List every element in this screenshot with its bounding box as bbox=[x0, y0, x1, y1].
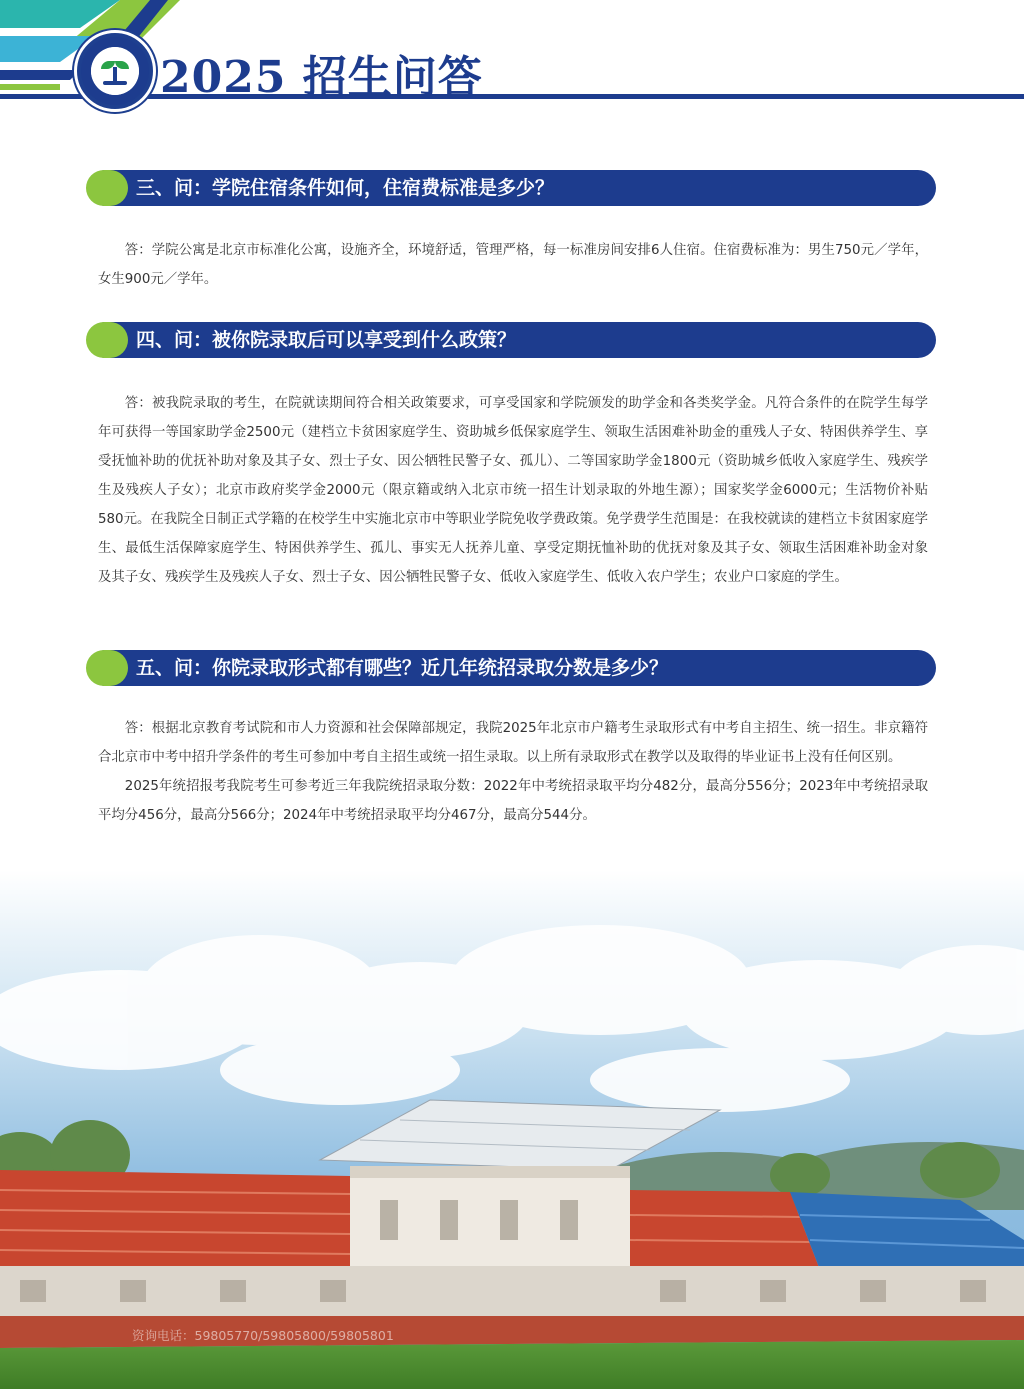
question-4: 四、问：被你院录取后可以享受到什么政策？ bbox=[136, 329, 517, 351]
bullet-dot-icon bbox=[86, 322, 128, 358]
question-bar-5 bbox=[86, 650, 936, 686]
answer-4 bbox=[98, 389, 928, 592]
question-3: 三、问：学院住宿条件如何，住宿费标准是多少？ bbox=[136, 177, 555, 199]
question-bar-4 bbox=[86, 322, 936, 358]
bullet-dot-icon bbox=[86, 650, 128, 686]
answer-paragraph: 答：被我院录取的考生，在院就读期间符合相关政策要求，可享受国家和学院颁发的助学金和各类奖学金。凡符合条件的在院学生每学年可获得一等国家助学金2500元（建档立卡贫困家庭学生、资助城乡低保家庭学生、领取生活困难补助金的重残人子女、特困供养学生、享受抚恤补助的优抚补助对象及其子女、烈士子女、因公牺牲民警子女、孤儿）、二等国家助学金1800元（资助城乡低收入家庭学生、残疾学生及残疾人子女）；北京市政府奖学金2000元（限京籍或纳入北京市统一招生计划录取的外地生源）；国家奖学金6000元；生活物价补贴580元。在我院全日制正式学籍的在校学生中实施北京市中等职业学院免收学费政策。免学费学生范围是：在我校就读的建档立卡贫困家庭学生、最低生活保障家庭学生、特困供养学生、孤儿、事实无人抚养儿童、享受定期抚恤补助的优抚对象及其子女、领取生活困难补助金对象及其子女、残疾学生及残疾人子女、烈士子女、因公牺牲民警子女、低收入家庭学生、低收入农户学生；农业户口家庭的学生。 bbox=[98, 396, 928, 585]
page-title: 2025 招生问答 bbox=[160, 52, 483, 103]
logo-emblem-icon bbox=[91, 47, 139, 95]
college-logo bbox=[74, 30, 156, 112]
header-band bbox=[0, 0, 1024, 110]
answer-paragraph: 答：学院公寓是北京市标准化公寓，设施齐全，环境舒适，管理严格，每一标准房间安排6人住宿。住宿费标准为：男生750元／学年，女生900元／学年。 bbox=[98, 243, 928, 287]
answer-5 bbox=[98, 714, 928, 830]
stadium-photo bbox=[0, 870, 1024, 1389]
answer-paragraph: 2025年统招报考我院考生可参考近三年我院统招录取分数：2022年中考统招录取平均分482分，最高分556分；2023年中考统招录取平均分456分，最高分566分；2024年中考统招录取平均分467分，最高分544分。 bbox=[98, 779, 928, 823]
question-bar-3 bbox=[86, 170, 936, 206]
contact-phone: 资询电话：59805770/59805800/59805801 bbox=[132, 1328, 394, 1343]
answer-3 bbox=[98, 236, 928, 294]
bullet-dot-icon bbox=[86, 170, 128, 206]
answer-paragraph: 答：根据北京教育考试院和市人力资源和社会保障部规定，我院2025年北京市户籍考生录取形式有中考自主招生、统一招生。非京籍符合北京市中考中招升学条件的考生可参加中考自主招生或统一招生录取。以上所有录取形式在教学以及取得的毕业证书上没有任何区别。 bbox=[98, 721, 928, 765]
question-5: 五、问：你院录取形式都有哪些？近几年统招录取分数是多少？ bbox=[136, 657, 669, 679]
